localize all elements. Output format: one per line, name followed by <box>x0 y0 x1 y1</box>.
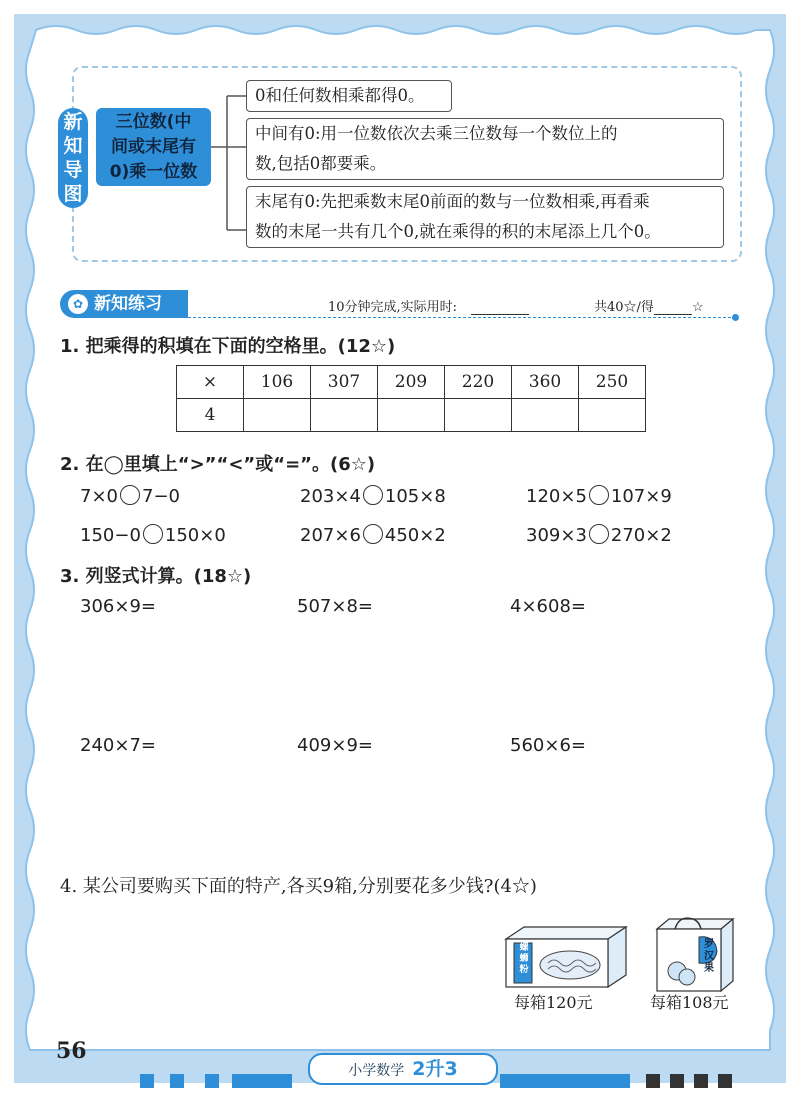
rule-line: 0和任何数相乘都得0。 <box>255 86 425 105</box>
time-info <box>328 296 529 315</box>
answer-cell[interactable] <box>244 399 311 432</box>
badge-char: 新 <box>63 111 83 133</box>
center-line: 三位数(中 <box>115 112 192 132</box>
compare-left: 203×4 <box>300 486 361 507</box>
page-number: 56 <box>56 1038 87 1064</box>
compare-circle[interactable] <box>143 524 163 544</box>
footer-stripe <box>646 1074 660 1088</box>
compare-item <box>300 524 446 546</box>
section-title: 新知练习 <box>94 294 162 314</box>
vertical-calc-item: 560×6= <box>510 735 586 756</box>
footer-stripe <box>205 1074 219 1088</box>
compare-right: 150×0 <box>164 525 226 546</box>
time-blank[interactable] <box>471 300 529 315</box>
table-header-cell: 307 <box>311 366 378 399</box>
footer-stripe <box>170 1074 184 1088</box>
table-header-cell: 250 <box>579 366 646 399</box>
compare-left: 7×0 <box>80 486 118 507</box>
compare-item <box>80 485 180 507</box>
compare-right: 107×9 <box>610 486 672 507</box>
score-blank[interactable] <box>654 300 692 315</box>
compare-item <box>300 485 446 507</box>
table-header-cell: 360 <box>512 366 579 399</box>
compare-circle[interactable] <box>589 524 609 544</box>
compare-left: 150−0 <box>80 525 141 546</box>
concept-rule-trailing-zero <box>246 186 724 248</box>
book-subject: 小学数学 <box>348 1063 405 1079</box>
rule-line: 数的末尾一共有几个0,就在乘得的积的末尾添上几个0。 <box>255 222 661 241</box>
vertical-calc-item: 507×8= <box>297 596 373 617</box>
footer-stripe <box>718 1074 732 1088</box>
book-grade: 2升3 <box>412 1058 458 1080</box>
compare-item <box>526 485 672 507</box>
box-label-char: 罗 <box>704 939 714 950</box>
book-title-badge <box>308 1053 498 1085</box>
vertical-calc-item: 240×7= <box>80 735 156 756</box>
table-header-cell: 209 <box>378 366 445 399</box>
section-divider-dot <box>732 314 739 321</box>
answer-cell[interactable] <box>378 399 445 432</box>
section-title-tab <box>60 290 188 318</box>
section-divider <box>188 317 736 318</box>
question-2-title: 2. 在◯里填上“>”“<”或“=”。(6☆) <box>60 454 376 475</box>
compare-left: 120×5 <box>526 486 587 507</box>
vertical-calc-item: 409×9= <box>297 735 373 756</box>
badge-char: 知 <box>63 135 83 157</box>
box-label <box>699 939 719 975</box>
concept-rule-middle-zero <box>246 118 724 180</box>
compare-circle[interactable] <box>363 524 383 544</box>
vertical-calc-item: 4×608= <box>510 596 586 617</box>
table-header-cell: 106 <box>244 366 311 399</box>
compare-right: 270×2 <box>610 525 672 546</box>
compare-item <box>526 524 672 546</box>
luohanguo-box-icon <box>655 915 735 995</box>
score-info <box>594 296 704 315</box>
score-star: ☆ <box>691 300 704 315</box>
compare-left: 207×6 <box>300 525 361 546</box>
compare-item <box>80 524 226 546</box>
multiplication-table <box>176 365 646 432</box>
footer-stripe <box>140 1074 154 1088</box>
product-price: 每箱120元 <box>514 993 593 1012</box>
compare-right: 105×8 <box>384 486 446 507</box>
rule-line: 中间有0:用一位数依次去乘三位数每一个数位上的 <box>255 124 618 143</box>
vertical-calc-item: 306×9= <box>80 596 156 617</box>
box-label <box>515 943 533 976</box>
compare-circle[interactable] <box>589 485 609 505</box>
answer-cell[interactable] <box>512 399 579 432</box>
concept-rule-zero-times <box>246 80 452 112</box>
concept-connector-lines <box>211 80 251 240</box>
box-label-char: 汉 <box>704 951 714 962</box>
compare-left: 309×3 <box>526 525 587 546</box>
compare-circle[interactable] <box>120 485 140 505</box>
question-4-title: 4. 某公司要购买下面的特产,各买9箱,分别要花多少钱?(4☆) <box>60 876 537 897</box>
answer-cell[interactable] <box>445 399 512 432</box>
table-header-cell: × <box>177 366 244 399</box>
badge-char: 图 <box>63 183 83 205</box>
center-line: 0)乘一位数 <box>109 162 198 182</box>
compare-right: 7−0 <box>142 486 180 507</box>
concept-center-topic <box>96 108 211 186</box>
score-label: 共40☆/得 <box>594 300 654 315</box>
table-header-cell: 220 <box>445 366 512 399</box>
footer-stripe <box>670 1074 684 1088</box>
center-line: 间或末尾有 <box>111 137 196 157</box>
rule-line: 数,包括0都要乘。 <box>255 154 387 173</box>
time-label: 10分钟完成,实际用时: <box>328 300 458 315</box>
box-label-char: 果 <box>704 963 714 974</box>
new-knowledge-map-badge <box>58 108 88 208</box>
question-3-title: 3. 列竖式计算。(18☆) <box>60 566 252 587</box>
table-multiplier-cell: 4 <box>177 399 244 432</box>
box-label-char: 粉 <box>519 965 529 975</box>
answer-cell[interactable] <box>579 399 646 432</box>
product-price: 每箱108元 <box>650 993 729 1012</box>
compare-right: 450×2 <box>384 525 446 546</box>
footer-stripe <box>500 1074 630 1088</box>
badge-char: 导 <box>63 159 83 181</box>
question-1-title: 1. 把乘得的积填在下面的空格里。(12☆) <box>60 336 396 357</box>
answer-cell[interactable] <box>311 399 378 432</box>
footer-stripe <box>694 1074 708 1088</box>
compare-circle[interactable] <box>363 485 383 505</box>
footer-stripe <box>232 1074 292 1088</box>
box-label-char: 螺 <box>519 943 529 953</box>
rule-line: 末尾有0:先把乘数末尾0前面的数与一位数相乘,再看乘 <box>255 192 650 211</box>
medal-icon: ✿ <box>68 294 88 314</box>
box-label-char: 蛳 <box>519 954 529 964</box>
